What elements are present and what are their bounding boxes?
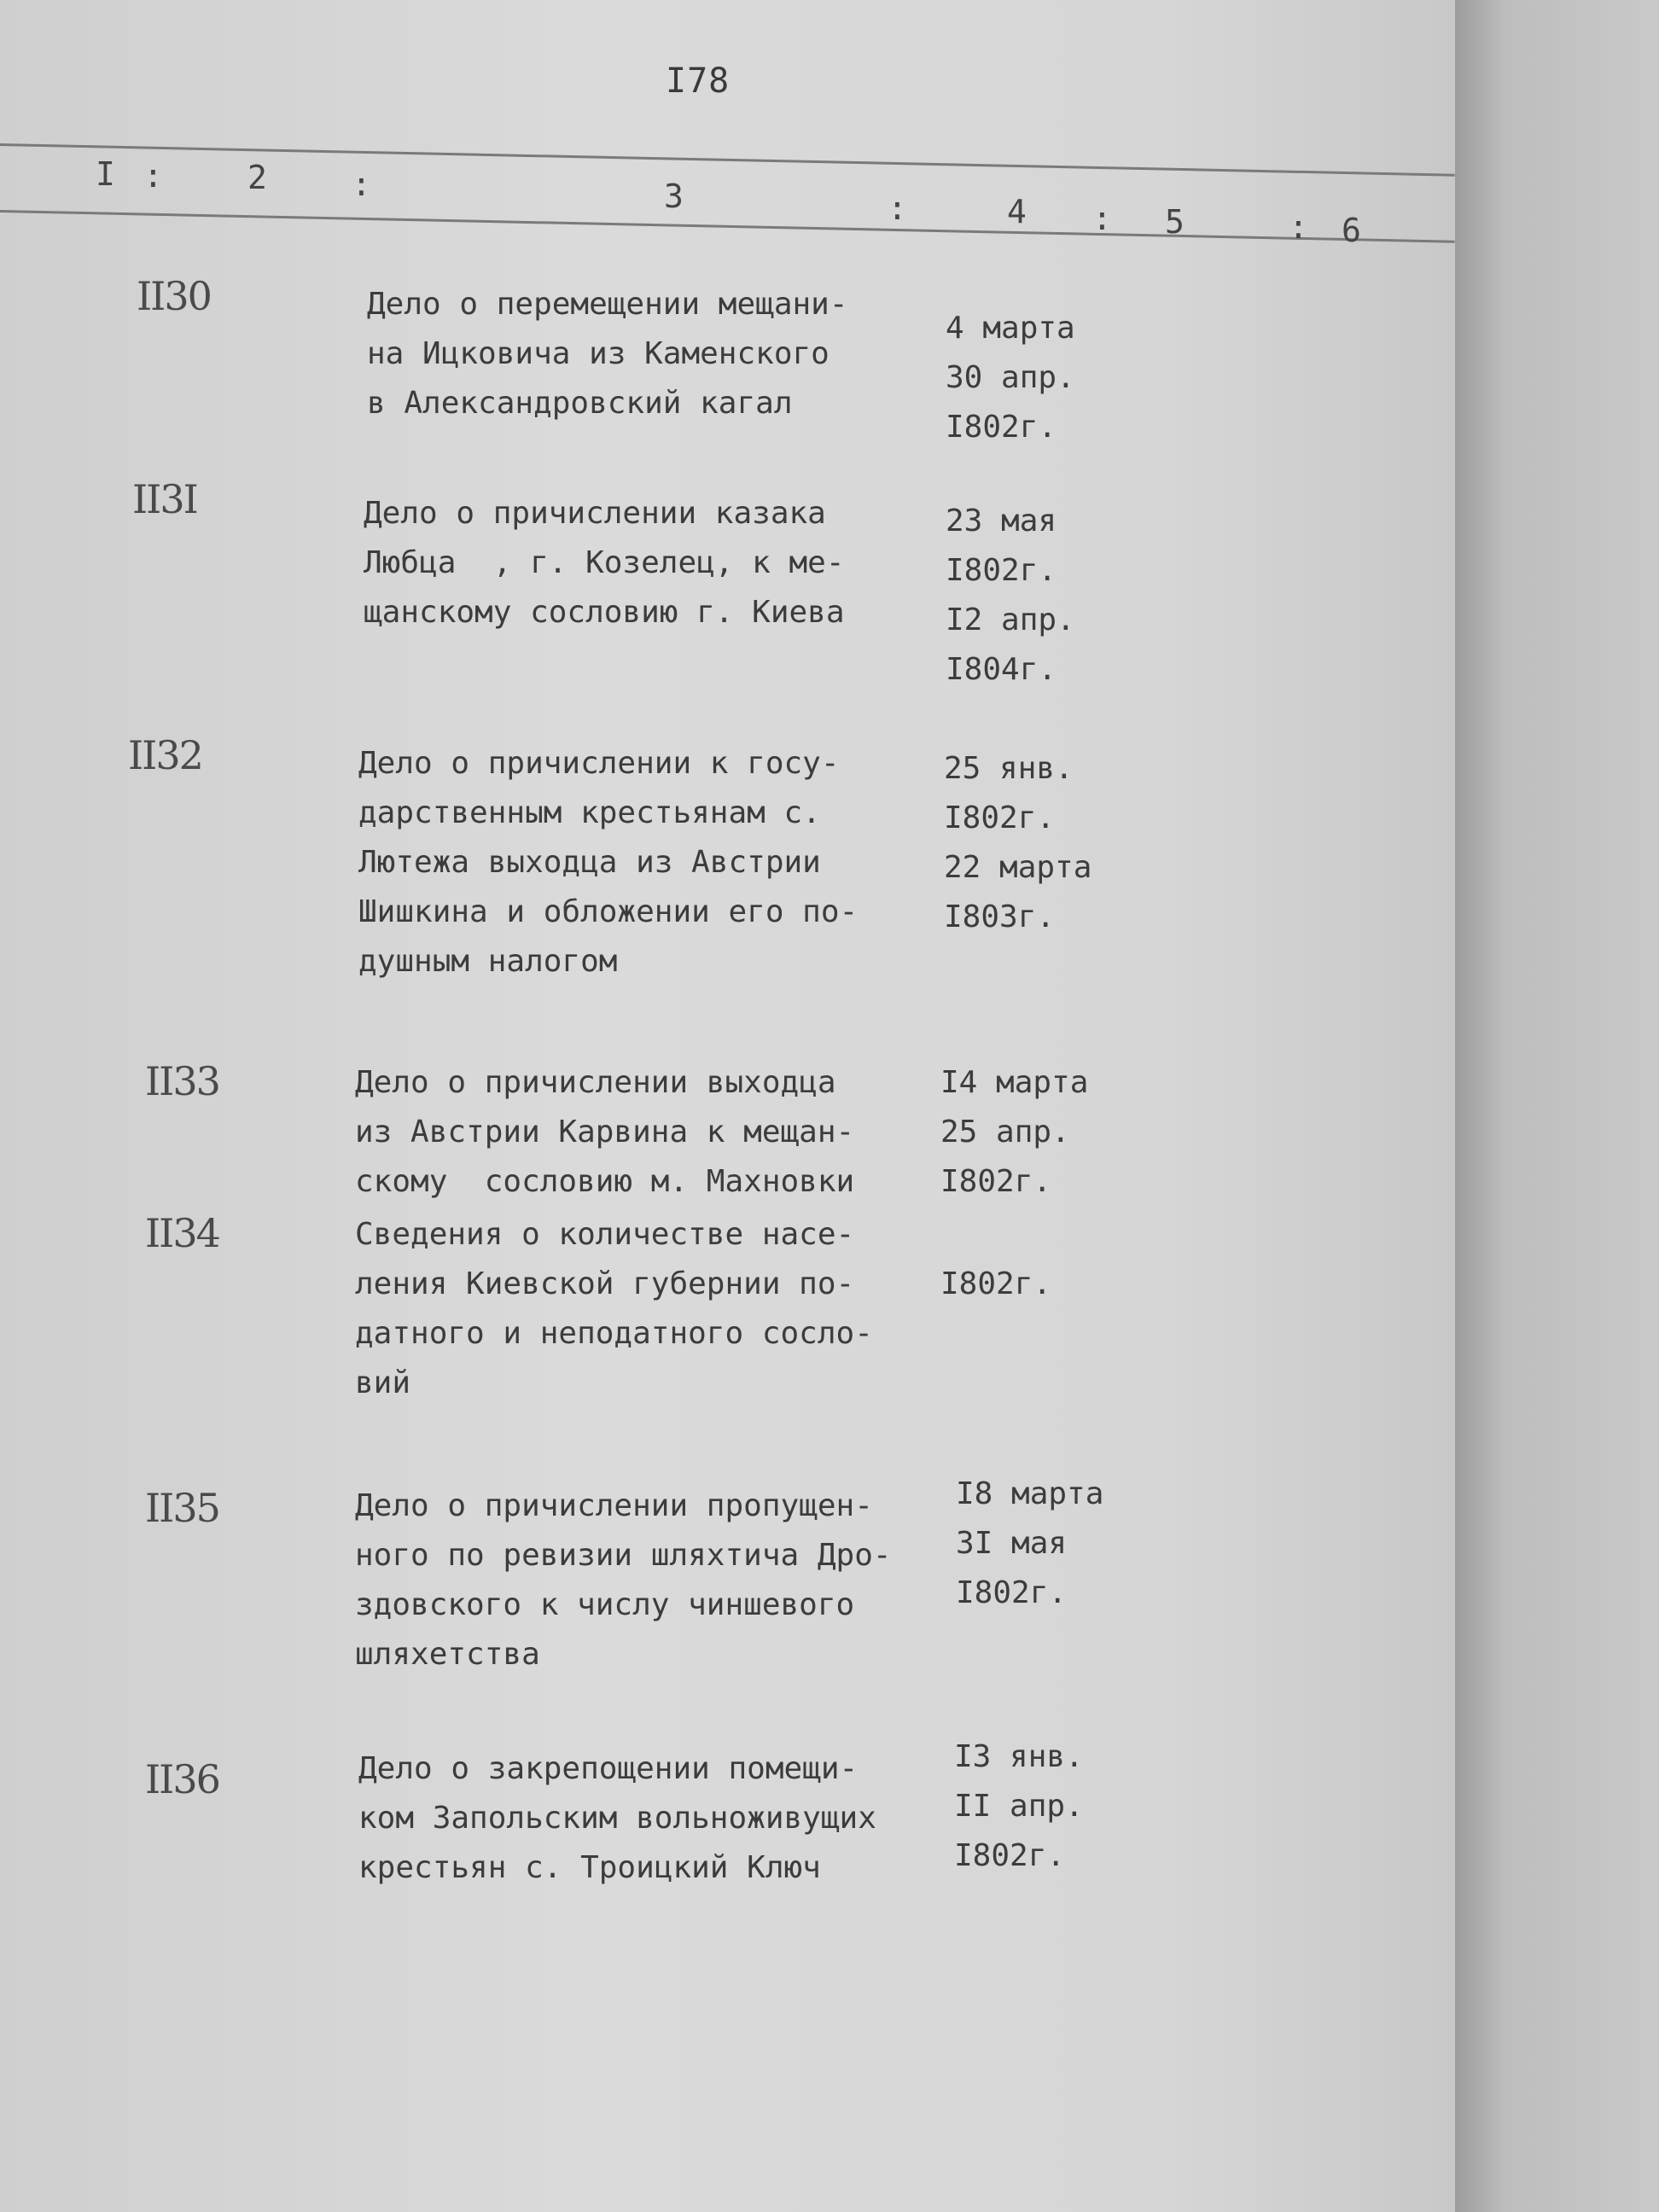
entry-dates: 23 мая I802г. I2 апр. I804г.: [946, 504, 1075, 687]
column-header-2: 2: [247, 159, 267, 196]
entry-number: II35: [145, 1485, 219, 1531]
entry-number: II34: [145, 1210, 219, 1256]
column-header-4: 4: [1007, 193, 1027, 230]
entry-description: Дело о причислении выходца из Австрии Карвина к мещан- скому сословию м. Махновки: [355, 1065, 855, 1199]
header-rule-bottom: [0, 210, 1455, 243]
entry-description: Дело о закрепощении помещи- ком Запольским вольноживущих крестьян с. Троицкий Ключ: [358, 1751, 876, 1885]
entry-description: Дело о причислении к госу- дарственным крестьянам с. Лютежа выходца из Австрии Шишкина и обложении его по- душным налогом: [358, 746, 859, 979]
entry-dates: I8 марта 3I мая I802г.: [956, 1476, 1104, 1610]
entry-dates: I3 янв. II апр. I802г.: [954, 1739, 1084, 1873]
column-header-6: 6: [1342, 212, 1361, 249]
column-separator: :: [1092, 200, 1112, 237]
column-separator: :: [888, 189, 907, 227]
entry-number: II30: [137, 273, 211, 319]
entry-number: II3I: [132, 476, 197, 522]
entry-description: Дело о причислении казака Любца , г. Козелец, к ме- щанскому сословию г. Киева: [364, 496, 845, 630]
column-header-5: 5: [1165, 203, 1185, 241]
header-rule-top: [0, 143, 1455, 177]
column-header-3: 3: [664, 178, 684, 215]
entry-description: Дело о перемещении мещани- на Ицковича из Каменского в Александровский кагал: [367, 287, 848, 421]
entry-number: II36: [145, 1756, 219, 1802]
page-number: I78: [666, 61, 731, 101]
entry-description: Дело о причислении пропущен- ного по ревизии шляхтича Дро- здовского к числу чиншевого шляхетства: [355, 1488, 892, 1672]
entry-dates: I4 марта 25 апр. I802г.: [940, 1065, 1089, 1199]
column-separator: :: [143, 157, 163, 195]
column-separator: :: [1289, 208, 1308, 246]
entry-dates: 25 янв. I802г. 22 марта I803г.: [944, 751, 1092, 934]
entry-dates: I802г.: [940, 1266, 1052, 1301]
entry-number: II33: [145, 1058, 219, 1104]
entry-description: Сведения о количестве насе- ления Киевской губернии по- датного и неподатного сосло- вий: [355, 1217, 873, 1400]
entry-number: II32: [128, 732, 202, 778]
entry-dates: 4 марта 30 апр. I802г.: [946, 311, 1075, 445]
column-separator: :: [352, 166, 371, 203]
adjacent-page-edge: [1455, 0, 1659, 2212]
column-header-1: I: [96, 155, 115, 193]
